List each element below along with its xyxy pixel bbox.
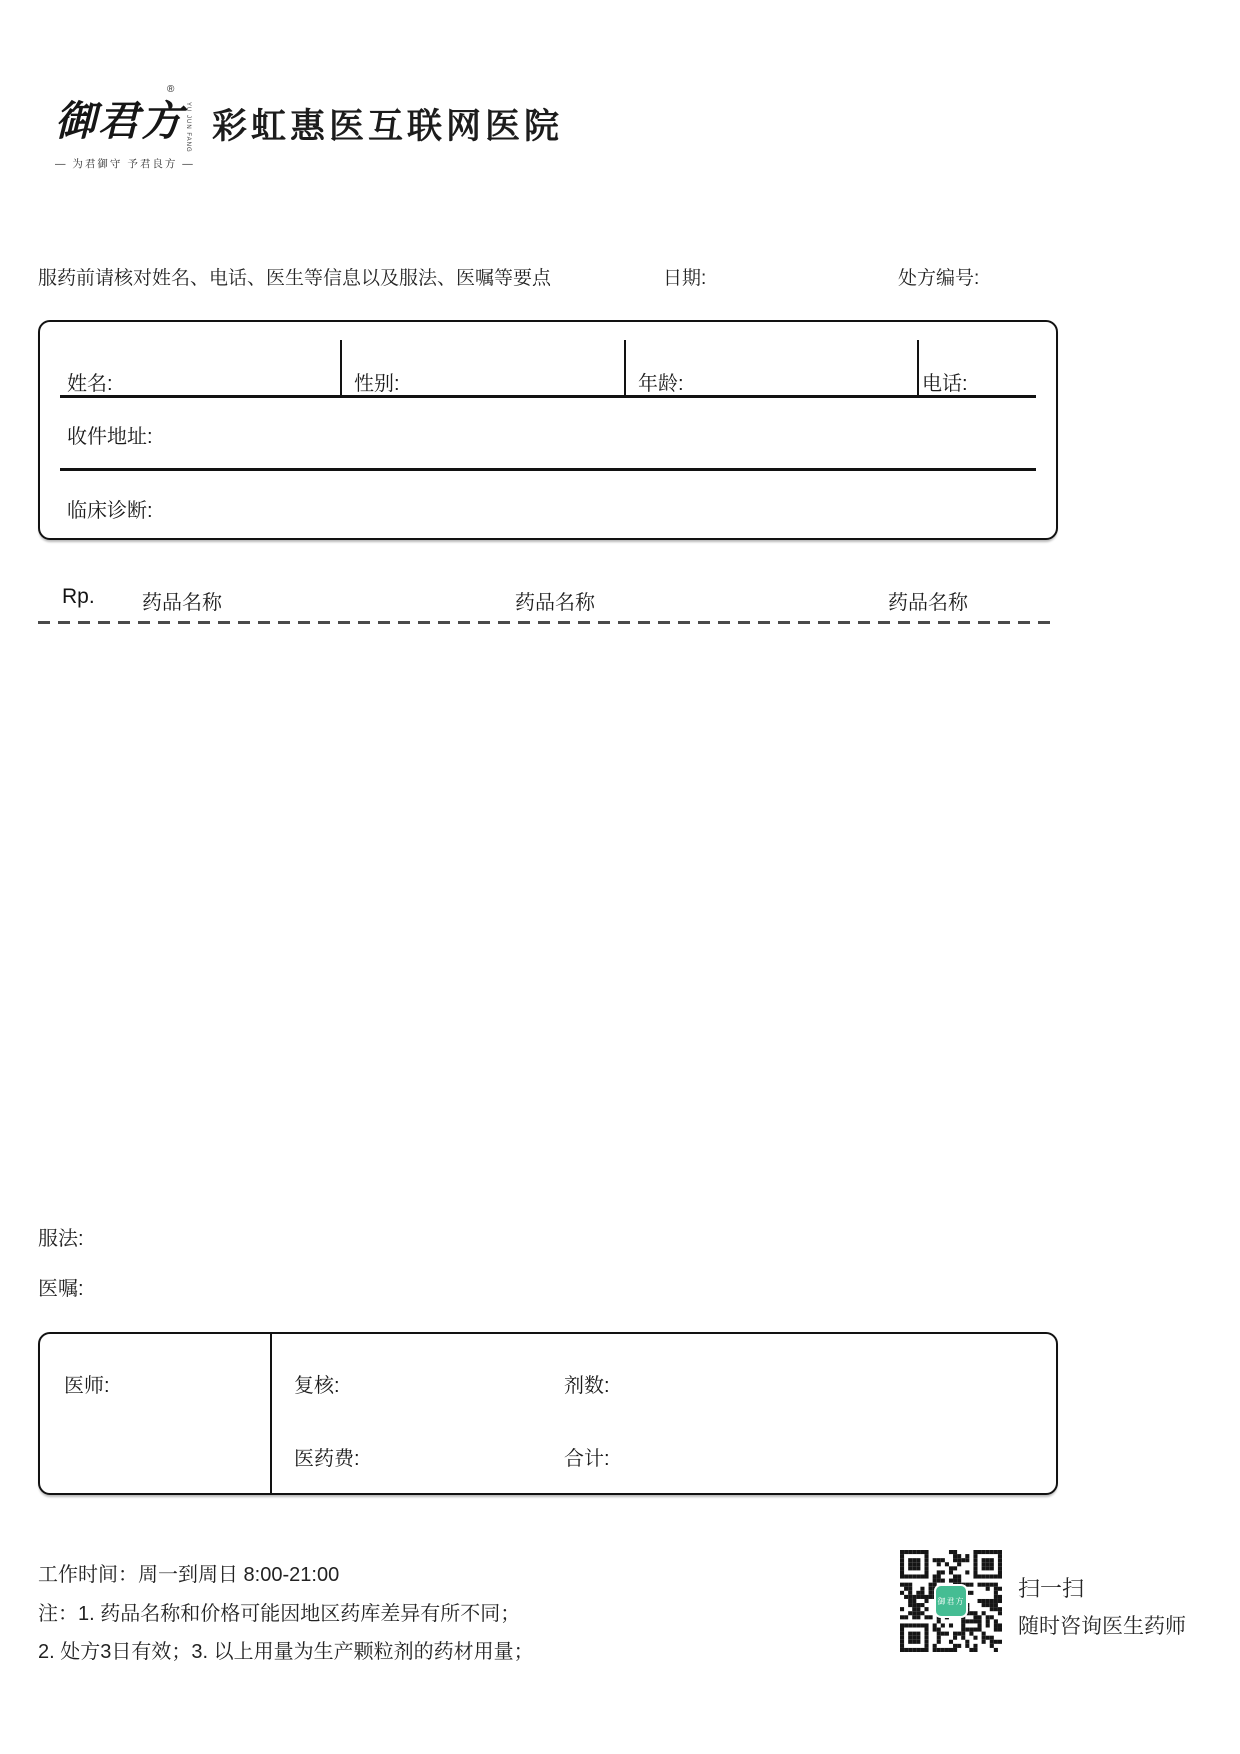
advice-label: 医嘱:: [38, 1278, 84, 1300]
note-line-1: 注：1. 药品名称和价格可能因地区药库差异有所不同；: [38, 1603, 521, 1625]
qr-code: [900, 1550, 1002, 1652]
review-label: 复核:: [294, 1375, 340, 1397]
dashed-separator: [38, 621, 1058, 624]
patient-info-box: [38, 320, 1058, 540]
diagnosis-label: 临床诊断:: [67, 500, 153, 522]
drug-column-header: 药品名称: [888, 592, 968, 614]
brand-name: 御君方: [55, 97, 184, 145]
rp-label: Rp.: [62, 585, 95, 608]
divider: [60, 468, 1036, 471]
medicine-fee-label: 医药费:: [294, 1448, 360, 1470]
note-line-2: 2. 处方3日有效；3. 以上用量为生产颗粒剂的药材用量；: [38, 1641, 534, 1663]
drug-column-header: 药品名称: [142, 592, 222, 614]
brand-logo: [55, 84, 205, 171]
doctor-label: 医师:: [64, 1375, 110, 1397]
scan-description: 随时咨询医生药师: [1018, 1615, 1186, 1638]
hospital-name: 彩虹惠医互联网医院: [212, 107, 564, 147]
qr-center-logo: 御君方: [934, 1584, 968, 1618]
registered-trademark-icon: ®: [167, 84, 175, 95]
divider: [270, 1334, 272, 1493]
rx-number-label: 处方编号:: [898, 268, 980, 289]
brand-romanized: YU JUN FANG: [185, 102, 191, 153]
scan-title: 扫一扫: [1018, 1576, 1085, 1601]
signature-box: [38, 1332, 1058, 1495]
usage-label: 服法:: [38, 1228, 84, 1250]
brand-tagline: — 为君御守 予君良方 —: [55, 158, 195, 170]
name-label: 姓名:: [67, 373, 113, 395]
total-label: 合计:: [564, 1448, 610, 1470]
divider: [624, 340, 626, 397]
divider: [340, 340, 342, 397]
work-hours-text: 工作时间：周一到周日 8:00-21:00: [38, 1564, 340, 1586]
drug-column-header: 药品名称: [515, 592, 595, 614]
gender-label: 性别:: [354, 373, 400, 395]
address-label: 收件地址:: [67, 426, 153, 448]
check-reminder-text: 服药前请核对姓名、电话、医生等信息以及服法、医嘱等要点: [38, 268, 552, 289]
divider: [917, 340, 919, 397]
date-label: 日期:: [663, 268, 707, 289]
dose-count-label: 剂数:: [564, 1375, 610, 1397]
phone-label: 电话:: [922, 373, 968, 395]
divider: [60, 395, 1036, 398]
age-label: 年龄:: [638, 373, 684, 395]
